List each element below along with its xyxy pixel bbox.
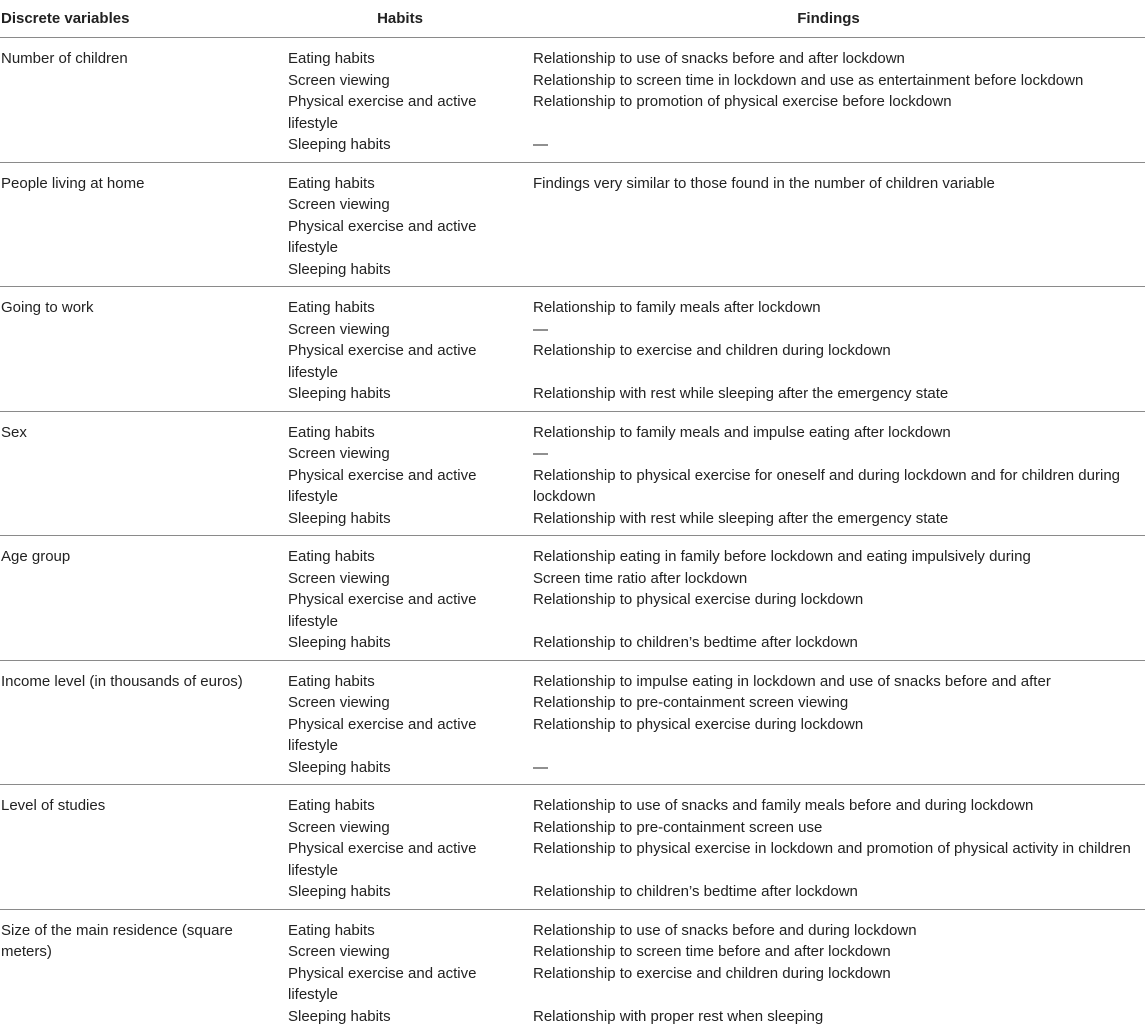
- habit-cell: Physical exercise and active lifestyle: [288, 963, 533, 1006]
- habit-finding-pair: [288, 838, 1145, 881]
- habit-cell: Screen viewing: [288, 568, 533, 590]
- habit-finding-pair: [288, 48, 1145, 70]
- table-row: [0, 412, 1145, 537]
- table-row: [0, 536, 1145, 661]
- variable-label: Age group: [1, 546, 251, 568]
- habit-cell: Physical exercise and active lifestyle: [288, 91, 533, 134]
- habit-finding-pair: [288, 465, 1145, 508]
- habit-cell: Sleeping habits: [288, 383, 533, 405]
- finding-cell: Relationship to exercise and children during lockdown: [533, 963, 1145, 1006]
- habit-finding-pair: [288, 216, 1145, 259]
- habit-findings-list: [288, 297, 1145, 405]
- habit-finding-pair: [288, 134, 1145, 156]
- habit-finding-pair: [288, 91, 1145, 134]
- finding-cell: Relationship to screen time before and after lockdown: [533, 941, 1145, 963]
- habit-finding-pair: [288, 422, 1145, 444]
- finding-cell: Screen time ratio after lockdown: [533, 568, 1145, 590]
- habit-findings-list: [288, 48, 1145, 156]
- finding-cell: Relationship to use of snacks before and after lockdown: [533, 48, 1145, 70]
- table-row: [0, 910, 1145, 1033]
- habit-cell: Physical exercise and active lifestyle: [288, 838, 533, 881]
- habit-cell: Eating habits: [288, 920, 533, 942]
- habit-finding-pair: [288, 692, 1145, 714]
- habit-cell: Sleeping habits: [288, 632, 533, 654]
- habit-finding-pair: [288, 632, 1145, 654]
- habit-cell: Eating habits: [288, 671, 533, 693]
- habit-cell: Sleeping habits: [288, 134, 533, 156]
- habit-finding-pair: [288, 546, 1145, 568]
- finding-cell: Relationship to use of snacks before and during lockdown: [533, 920, 1145, 942]
- habit-findings-list: [288, 920, 1145, 1028]
- habit-finding-pair: [288, 589, 1145, 632]
- habit-finding-pair: [288, 70, 1145, 92]
- habit-finding-pair: [288, 817, 1145, 839]
- habit-cell: Screen viewing: [288, 941, 533, 963]
- habit-cell: Physical exercise and active lifestyle: [288, 216, 533, 259]
- header-discrete-variables: Discrete variables: [0, 10, 288, 27]
- variable-cell: [0, 920, 288, 1028]
- habit-finding-pair: [288, 671, 1145, 693]
- finding-cell: Relationship to physical exercise in lockdown and promotion of physical activity in children: [533, 838, 1145, 881]
- habit-finding-pair: [288, 1006, 1145, 1028]
- habit-finding-pair: [288, 963, 1145, 1006]
- habit-cell: Sleeping habits: [288, 1006, 533, 1028]
- habit-finding-pair: [288, 757, 1145, 779]
- habit-cell: Physical exercise and active lifestyle: [288, 589, 533, 632]
- habit-finding-pair: [288, 443, 1145, 465]
- habit-finding-pair: [288, 941, 1145, 963]
- finding-cell: Relationship to promotion of physical exercise before lockdown: [533, 91, 1145, 134]
- habit-cell: Screen viewing: [288, 817, 533, 839]
- variable-cell: [0, 795, 288, 903]
- finding-cell: Relationship with rest while sleeping after the emergency state: [533, 508, 1145, 530]
- habit-cell: Eating habits: [288, 546, 533, 568]
- finding-cell: Relationship with rest while sleeping after the emergency state: [533, 383, 1145, 405]
- header-habits: Habits: [288, 10, 512, 27]
- habit-findings-list: [288, 422, 1145, 530]
- variable-cell: [0, 671, 288, 779]
- finding-cell: Findings very similar to those found in the number of children variable: [533, 173, 1145, 195]
- habit-finding-pair: [288, 881, 1145, 903]
- finding-cell: —: [533, 757, 1145, 779]
- habit-finding-pair: [288, 714, 1145, 757]
- habit-finding-pair: [288, 508, 1145, 530]
- variable-label: Number of children: [1, 48, 251, 70]
- habit-finding-pair: [288, 383, 1145, 405]
- finding-cell: Relationship to pre-containment screen viewing: [533, 692, 1145, 714]
- table-body: [0, 38, 1145, 1033]
- habit-cell: Eating habits: [288, 173, 533, 195]
- finding-cell: —: [533, 134, 1145, 156]
- variable-cell: [0, 297, 288, 405]
- variable-label: Going to work: [1, 297, 251, 319]
- header-findings: Findings: [512, 10, 1145, 27]
- habit-cell: Screen viewing: [288, 692, 533, 714]
- table-row: [0, 287, 1145, 412]
- variable-cell: [0, 48, 288, 156]
- table-row: [0, 38, 1145, 163]
- habit-cell: Eating habits: [288, 48, 533, 70]
- finding-cell: Relationship with proper rest when sleeping: [533, 1006, 1145, 1028]
- habit-cell: Screen viewing: [288, 194, 533, 216]
- habit-cell: Sleeping habits: [288, 881, 533, 903]
- finding-cell: Relationship to physical exercise for oneself and during lockdown and for children during lockdown: [533, 465, 1145, 508]
- finding-cell: Relationship to use of snacks and family meals before and during lockdown: [533, 795, 1145, 817]
- habit-cell: Physical exercise and active lifestyle: [288, 465, 533, 508]
- habit-finding-pair: [288, 340, 1145, 383]
- finding-cell: Relationship to impulse eating in lockdown and use of snacks before and after: [533, 671, 1145, 693]
- habit-finding-pair: [288, 795, 1145, 817]
- habit-cell: Physical exercise and active lifestyle: [288, 714, 533, 757]
- variable-cell: [0, 422, 288, 530]
- habit-cell: Sleeping habits: [288, 757, 533, 779]
- finding-cell: Relationship to screen time in lockdown and use as entertainment before lockdown: [533, 70, 1145, 92]
- habit-finding-pair: [288, 259, 1145, 281]
- habit-finding-pair: [288, 319, 1145, 341]
- finding-cell: Relationship to physical exercise during lockdown: [533, 589, 1145, 632]
- variable-cell: [0, 546, 288, 654]
- finding-cell: [533, 194, 1145, 216]
- finding-cell: [533, 216, 1145, 259]
- habit-findings-list: [288, 173, 1145, 281]
- habit-cell: Eating habits: [288, 795, 533, 817]
- habit-finding-pair: [288, 568, 1145, 590]
- habit-finding-pair: [288, 297, 1145, 319]
- variable-label: Income level (in thousands of euros): [1, 671, 251, 693]
- habit-findings-list: [288, 795, 1145, 903]
- finding-cell: Relationship to physical exercise during lockdown: [533, 714, 1145, 757]
- finding-cell: —: [533, 319, 1145, 341]
- finding-cell: Relationship to exercise and children during lockdown: [533, 340, 1145, 383]
- finding-cell: [533, 259, 1145, 281]
- finding-cell: Relationship eating in family before lockdown and eating impulsively during: [533, 546, 1145, 568]
- finding-cell: Relationship to family meals after lockdown: [533, 297, 1145, 319]
- habit-cell: Screen viewing: [288, 319, 533, 341]
- variable-cell: [0, 173, 288, 281]
- variable-label: Level of studies: [1, 795, 251, 817]
- habit-cell: Eating habits: [288, 422, 533, 444]
- habit-findings-list: [288, 546, 1145, 654]
- variable-label: Size of the main residence (square meters): [1, 920, 251, 963]
- variable-label: Sex: [1, 422, 251, 444]
- table-row: [0, 661, 1145, 786]
- habit-finding-pair: [288, 920, 1145, 942]
- habit-cell: Screen viewing: [288, 443, 533, 465]
- habit-finding-pair: [288, 173, 1145, 195]
- table-header: [0, 0, 1145, 38]
- variable-label: People living at home: [1, 173, 251, 195]
- habit-cell: Sleeping habits: [288, 508, 533, 530]
- habit-findings-list: [288, 671, 1145, 779]
- finding-cell: Relationship to children’s bedtime after lockdown: [533, 881, 1145, 903]
- finding-cell: Relationship to family meals and impulse eating after lockdown: [533, 422, 1145, 444]
- table-row: [0, 785, 1145, 910]
- finding-cell: —: [533, 443, 1145, 465]
- habit-cell: Sleeping habits: [288, 259, 533, 281]
- habit-finding-pair: [288, 194, 1145, 216]
- habit-cell: Eating habits: [288, 297, 533, 319]
- finding-cell: Relationship to children’s bedtime after lockdown: [533, 632, 1145, 654]
- table-row: [0, 163, 1145, 288]
- finding-cell: Relationship to pre-containment screen use: [533, 817, 1145, 839]
- habit-cell: Screen viewing: [288, 70, 533, 92]
- habit-cell: Physical exercise and active lifestyle: [288, 340, 533, 383]
